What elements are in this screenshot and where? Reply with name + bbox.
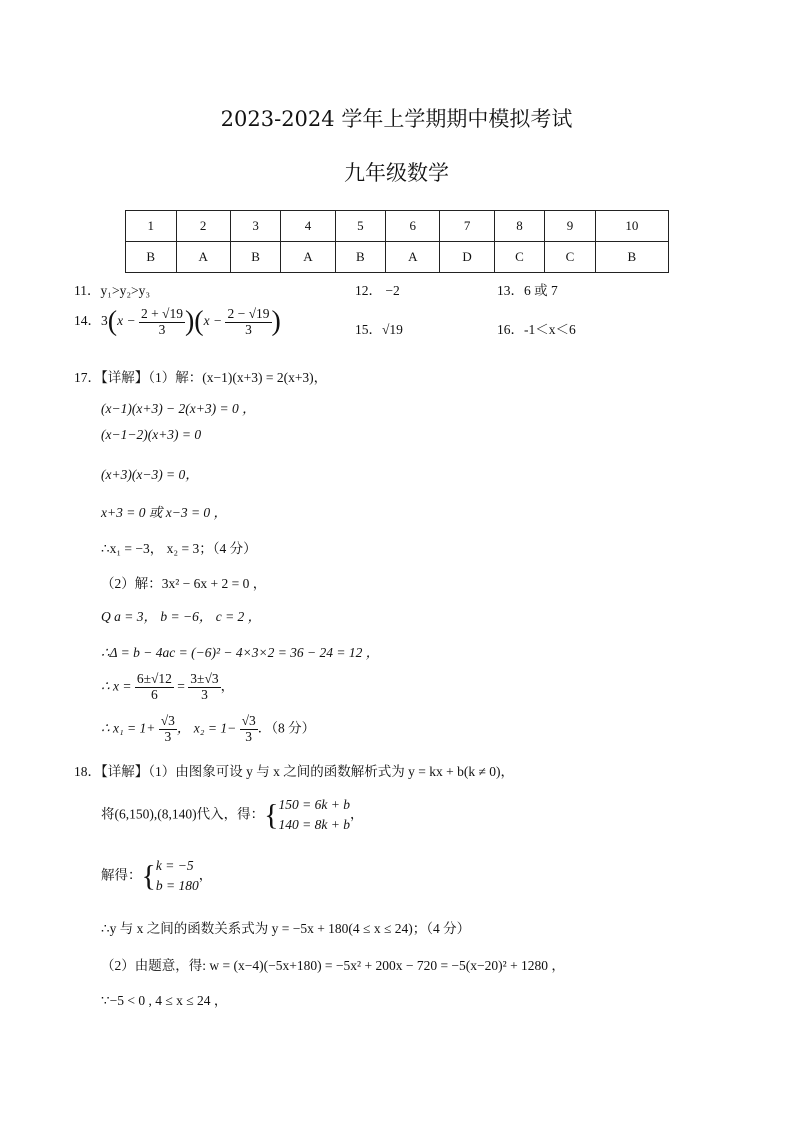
equation-system: k = −5 b = 180 xyxy=(155,858,199,894)
q17-line-10: ∴ x = $\frac{6\pm√12}{6}$ = $\frac{3\pm√3}{3}$ ， xyxy=(101,671,235,702)
fraction: $\frac{√3}{3}$ xyxy=(241,713,256,744)
page-title: 2023-2024 学年上学期期中模拟考试 xyxy=(220,107,573,131)
close-paren: ) xyxy=(271,306,281,337)
q17-line-2: (x−1)(x+3) − 2(x+3) = 0 ， xyxy=(101,401,256,416)
fraction: $\frac{3\pm√3}{3}$ xyxy=(190,671,219,702)
q18-line-1: 18．【详解】（1）由图象可设 y 与 x 之间的函数解析式为 y = kx + b(k ≠ 0)， xyxy=(74,764,515,779)
equation-system: 150 = 6k + b 140 = 8k + b xyxy=(278,797,350,833)
q17-line-11: ∴ x₁ = 1+ $\frac{√3}{3}$ ， x₂ = 1− $\frac{√3}{3}$ ．（8 分） xyxy=(101,713,316,744)
left-brace: { xyxy=(264,798,279,832)
q18-line-6: ∵−5 < 0 , 4 ≤ x ≤ 24 ， xyxy=(101,993,228,1008)
q17-line-9: ∴Δ = b − 4ac = (−6)² − 4×3×2 = 36 − 24 = 12 ， xyxy=(101,645,380,660)
question-number: 7 xyxy=(440,211,494,242)
answer-cell: A xyxy=(176,242,230,273)
answer-14-x2: x − xyxy=(203,313,223,329)
q17-line-5: x+3 = 0 或 x−3 = 0 ， xyxy=(101,505,228,520)
answer-cell: B xyxy=(595,242,668,273)
answer-15: 15．√19 xyxy=(355,322,403,337)
answer-cell: B xyxy=(335,242,386,273)
answer-cell: B xyxy=(126,242,177,273)
q17-line-3: (x−1−2)(x+3) = 0 xyxy=(101,427,202,442)
answer-16: 16．-1＜x＜6 xyxy=(497,322,576,337)
open-paren: ( xyxy=(107,306,118,337)
answer-table xyxy=(125,210,669,273)
answer-cell: A xyxy=(386,242,440,273)
q18-line-5: （2）由题意，得: w = (x−4)(−5x+180) = −5x² + 200x − 720 = −5(x−20)² + 1280 ， xyxy=(101,958,565,973)
question-number: 6 xyxy=(386,211,440,242)
answer-14-fraction-2: $\frac{2 - √19}{3}$ xyxy=(227,305,270,337)
page-subtitle: 九年级数学 xyxy=(344,161,449,185)
q17-line-1: 17．【详解】（1）解：(x−1)(x+3) = 2(x+3)， xyxy=(74,370,328,385)
answer-14 xyxy=(74,306,281,338)
question-number: 8 xyxy=(494,211,545,242)
question-number: 5 xyxy=(335,211,386,242)
question-number: 10 xyxy=(595,211,668,242)
q17-line-8: Q a = 3， b = −6， c = 2 ， xyxy=(101,609,262,624)
answer-cell: C xyxy=(545,242,596,273)
question-number: 4 xyxy=(281,211,335,242)
q17-line-4: (x+3)(x−3) = 0， xyxy=(101,467,199,482)
question-number: 2 xyxy=(176,211,230,242)
close-paren: ) xyxy=(184,306,195,337)
answer-cell: B xyxy=(230,242,281,273)
answer-14-prefix: 14．3 xyxy=(74,313,108,329)
fraction: $\frac{√3}{3}$ xyxy=(160,713,175,744)
answer-13: 13．6 或 7 xyxy=(497,283,558,298)
answer-cell: A xyxy=(281,242,335,273)
answer-11: 11．y₁>y₂>y₃ xyxy=(74,283,151,298)
question-number: 1 xyxy=(126,211,177,242)
q18-line-4: ∴y 与 x 之间的函数关系式为 y = −5x + 180(4 ≤ x ≤ 24)；（4 分） xyxy=(101,921,471,936)
open-paren: ( xyxy=(194,306,204,337)
answer-12: 12． −2 xyxy=(355,283,400,298)
answer-table-answer-row xyxy=(126,242,669,273)
answer-14-x1: x − xyxy=(117,313,136,329)
q18-line-3: 解得：{ k = −5 b = 180 ， xyxy=(101,856,212,897)
left-brace: { xyxy=(141,859,156,893)
answer-14-fraction-1: $\frac{2 + √19}{3}$ xyxy=(140,305,183,337)
answer-cell: D xyxy=(440,242,494,273)
fraction: $\frac{6\pm√12}{6}$ xyxy=(136,671,172,702)
q18-line-2: 将(6,150),(8,140)代入，得：{ 150 = 6k + b 140 = 8k + b ， xyxy=(101,795,363,836)
q17-line-6: ∴x₁ = −3， x₂ = 3；（4 分） xyxy=(101,541,257,556)
answer-table-number-row xyxy=(126,211,669,242)
answer-cell: C xyxy=(494,242,545,273)
q17-line-7: （2）解：3x² − 6x + 2 = 0 ， xyxy=(101,576,267,591)
question-number: 3 xyxy=(230,211,281,242)
question-number: 9 xyxy=(545,211,596,242)
